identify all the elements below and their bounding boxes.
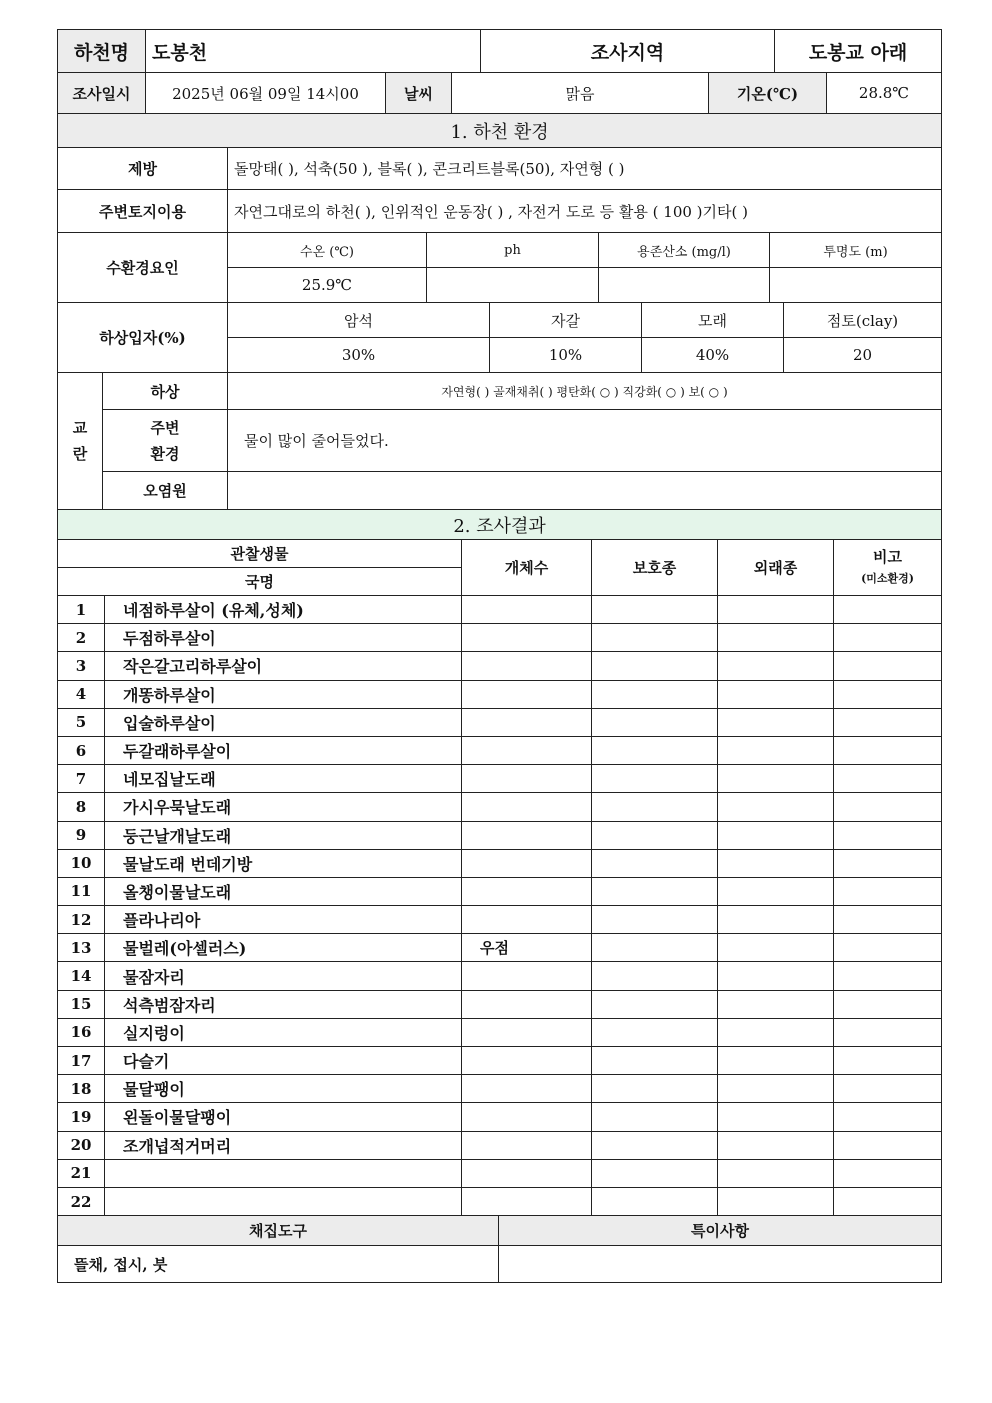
disturbance-table xyxy=(57,372,942,510)
table-row xyxy=(58,1075,942,1103)
footer-table xyxy=(57,1215,942,1283)
count-cell xyxy=(462,1075,592,1103)
surroundings-label-line2: 환경 xyxy=(150,444,180,463)
protected-cell xyxy=(592,680,718,708)
alien-cell xyxy=(718,624,834,652)
species-name: 입술하루살이 xyxy=(105,708,462,736)
pollution-source-value xyxy=(228,472,942,510)
row-number: 21 xyxy=(58,1159,105,1187)
survey-date-label: 조사일시 xyxy=(58,73,146,114)
note-cell xyxy=(834,877,942,905)
survey-date-value: 2025년 06월 09일 14시00 xyxy=(146,73,386,114)
note-cell xyxy=(834,906,942,934)
species-name-header: 국명 xyxy=(58,568,462,596)
transparency-header: 투명도 (m) xyxy=(770,233,942,268)
row-number: 9 xyxy=(58,821,105,849)
gravel-header: 자갈 xyxy=(490,303,642,338)
table-row xyxy=(58,1047,942,1075)
count-cell xyxy=(462,708,592,736)
survey-results-table xyxy=(57,509,942,1216)
survey-area-label: 조사지역 xyxy=(481,30,775,73)
protected-cell xyxy=(592,962,718,990)
species-name: 가시우묵날도래 xyxy=(105,793,462,821)
count-cell xyxy=(462,1187,592,1215)
row-number: 8 xyxy=(58,793,105,821)
table-row xyxy=(58,596,942,624)
row-number: 14 xyxy=(58,962,105,990)
table-row xyxy=(58,990,942,1018)
species-name: 조개넙적거머리 xyxy=(105,1131,462,1159)
survey-area-value: 도봉교 아래 xyxy=(775,30,942,73)
table-row xyxy=(58,708,942,736)
substrate-label: 하상입자(%) xyxy=(58,303,228,373)
alien-cell xyxy=(718,1187,834,1215)
species-name: 플라나리아 xyxy=(105,906,462,934)
row-number: 13 xyxy=(58,934,105,962)
species-name: 개똥하루살이 xyxy=(105,680,462,708)
alien-cell xyxy=(718,765,834,793)
species-name: 다슬기 xyxy=(105,1047,462,1075)
protected-cell xyxy=(592,1159,718,1187)
row-number: 22 xyxy=(58,1187,105,1215)
count-cell xyxy=(462,1103,592,1131)
note-cell xyxy=(834,1103,942,1131)
species-name: 네모집날도래 xyxy=(105,765,462,793)
alien-cell xyxy=(718,906,834,934)
count-cell xyxy=(462,793,592,821)
row-number: 16 xyxy=(58,1018,105,1046)
surroundings-value: 물이 많이 줄어들었다. xyxy=(228,410,942,472)
note-cell xyxy=(834,736,942,764)
table-row xyxy=(58,1131,942,1159)
section2-title: 2. 조사결과 xyxy=(58,510,942,540)
species-name: 물달팽이 xyxy=(105,1075,462,1103)
section1-title: 1. 하천 환경 xyxy=(58,114,942,148)
clay-value: 20 xyxy=(784,338,942,373)
note-cell xyxy=(834,849,942,877)
protected-cell xyxy=(592,1018,718,1046)
count-cell xyxy=(462,877,592,905)
row-number: 3 xyxy=(58,652,105,680)
water-temp-header: 수온 (℃) xyxy=(228,233,427,268)
observed-organisms-header: 관찰생물 xyxy=(58,540,462,568)
header-table xyxy=(57,29,942,73)
count-cell xyxy=(462,962,592,990)
table-row xyxy=(58,624,942,652)
clay-header: 점토(clay) xyxy=(784,303,942,338)
alien-cell xyxy=(718,793,834,821)
row-number: 7 xyxy=(58,765,105,793)
note-cell xyxy=(834,934,942,962)
species-name: 왼돌이물달팽이 xyxy=(105,1103,462,1131)
alien-cell xyxy=(718,877,834,905)
note-cell xyxy=(834,990,942,1018)
alien-cell xyxy=(718,1075,834,1103)
table-row xyxy=(58,962,942,990)
substrate-table xyxy=(57,302,942,373)
dissolved-oxygen-value xyxy=(599,268,770,303)
temperature-label: 기온(℃) xyxy=(709,73,827,114)
note-cell xyxy=(834,1018,942,1046)
table-row xyxy=(58,680,942,708)
water-temp-value: 25.9℃ xyxy=(228,268,427,303)
table-row xyxy=(58,906,942,934)
river-name-label: 하천명 xyxy=(58,30,146,73)
protected-cell xyxy=(592,708,718,736)
surroundings-label-line1: 주변 xyxy=(150,418,180,437)
protected-cell xyxy=(592,1187,718,1215)
ph-header: ph xyxy=(427,233,599,268)
table-row xyxy=(58,652,942,680)
alien-cell xyxy=(718,934,834,962)
land-use-value: 자연그대로의 하천( ), 인위적인 운동장( ) , 자전거 도로 등 활용 ( 100 )기타( ) xyxy=(228,190,942,233)
count-cell xyxy=(462,596,592,624)
note-cell xyxy=(834,596,942,624)
rock-value: 30% xyxy=(228,338,490,373)
table-row xyxy=(58,821,942,849)
note-cell xyxy=(834,708,942,736)
count-cell xyxy=(462,680,592,708)
dissolved-oxygen-header: 용존산소 (mg/l) xyxy=(599,233,770,268)
alien-cell xyxy=(718,736,834,764)
protected-cell xyxy=(592,652,718,680)
alien-cell xyxy=(718,1159,834,1187)
alien-cell xyxy=(718,1103,834,1131)
protected-cell xyxy=(592,596,718,624)
note-cell xyxy=(834,1159,942,1187)
alien-cell xyxy=(718,849,834,877)
species-name: 두점하루살이 xyxy=(105,624,462,652)
count-header: 개체수 xyxy=(462,540,592,596)
land-use-label: 주변토지이용 xyxy=(58,190,228,233)
rock-header: 암석 xyxy=(228,303,490,338)
note-cell xyxy=(834,1047,942,1075)
table-row xyxy=(58,765,942,793)
row-number: 15 xyxy=(58,990,105,1018)
weather-label: 날씨 xyxy=(386,73,452,114)
note-cell xyxy=(834,821,942,849)
row-number: 20 xyxy=(58,1131,105,1159)
protected-cell xyxy=(592,849,718,877)
note-cell xyxy=(834,1187,942,1215)
disturbance-label xyxy=(58,373,103,510)
protected-cell xyxy=(592,821,718,849)
ph-value xyxy=(427,268,599,303)
row-number: 6 xyxy=(58,736,105,764)
special-notes-label: 특이사항 xyxy=(499,1216,942,1246)
species-name: 석측범잠자리 xyxy=(105,990,462,1018)
species-name: 네점하루살이 (유체,성체) xyxy=(105,596,462,624)
weather-value: 맑음 xyxy=(452,73,709,114)
count-cell xyxy=(462,652,592,680)
protected-cell xyxy=(592,1075,718,1103)
count-cell xyxy=(462,990,592,1018)
row-number: 4 xyxy=(58,680,105,708)
table-row xyxy=(58,849,942,877)
count-cell xyxy=(462,624,592,652)
embankment-value: 돌망태( ), 석축(50 ), 블록( ), 콘크리트블록(50), 자연형 ( ) xyxy=(228,148,942,190)
row-number: 17 xyxy=(58,1047,105,1075)
alien-cell xyxy=(718,821,834,849)
protected-cell xyxy=(592,1103,718,1131)
date-row-table xyxy=(57,72,942,114)
species-name: 올챙이물날도래 xyxy=(105,877,462,905)
species-name xyxy=(105,1187,462,1215)
survey-sheet xyxy=(57,29,941,1283)
note-cell xyxy=(834,1131,942,1159)
note-header xyxy=(834,540,942,596)
table-row xyxy=(58,1187,942,1215)
sand-header: 모래 xyxy=(642,303,784,338)
note-cell xyxy=(834,1075,942,1103)
species-name: 물날도래 번데기방 xyxy=(105,849,462,877)
collection-tools-value: 뜰채, 접시, 붓 xyxy=(58,1246,499,1283)
temperature-value: 28.8℃ xyxy=(827,73,942,114)
river-name-value: 도봉천 xyxy=(146,30,481,73)
collection-tools-label: 채집도구 xyxy=(58,1216,499,1246)
pollution-source-label: 오염원 xyxy=(103,472,228,510)
species-name xyxy=(105,1159,462,1187)
protected-cell xyxy=(592,765,718,793)
row-number: 1 xyxy=(58,596,105,624)
row-number: 5 xyxy=(58,708,105,736)
protected-cell xyxy=(592,990,718,1018)
alien-cell xyxy=(718,680,834,708)
species-name: 물잠자리 xyxy=(105,962,462,990)
row-number: 19 xyxy=(58,1103,105,1131)
count-cell xyxy=(462,821,592,849)
count-cell xyxy=(462,1159,592,1187)
riverbed-value: 자연형( ) 골재채취( ) 평탄화( ○ ) 직강화( ○ ) 보( ○ ) xyxy=(228,373,942,410)
water-factors-label: 수환경요인 xyxy=(58,233,228,303)
table-row xyxy=(58,1159,942,1187)
protected-cell xyxy=(592,736,718,764)
alien-species-header: 외래종 xyxy=(718,540,834,596)
alien-cell xyxy=(718,596,834,624)
protected-cell xyxy=(592,877,718,905)
riverbed-label: 하상 xyxy=(103,373,228,410)
count-cell xyxy=(462,1047,592,1075)
species-rows xyxy=(58,596,942,1216)
count-cell xyxy=(462,1018,592,1046)
species-name: 작은갈고리하루살이 xyxy=(105,652,462,680)
protected-cell xyxy=(592,934,718,962)
count-cell xyxy=(462,849,592,877)
count-cell: 우점 xyxy=(462,934,592,962)
species-name: 두갈래하루살이 xyxy=(105,736,462,764)
table-row xyxy=(58,1103,942,1131)
table-row xyxy=(58,877,942,905)
row-number: 11 xyxy=(58,877,105,905)
count-cell xyxy=(462,736,592,764)
sand-value: 40% xyxy=(642,338,784,373)
surroundings-label xyxy=(103,410,228,472)
row-number: 12 xyxy=(58,906,105,934)
protected-species-header: 보호종 xyxy=(592,540,718,596)
table-row xyxy=(58,793,942,821)
protected-cell xyxy=(592,624,718,652)
protected-cell xyxy=(592,1131,718,1159)
table-row xyxy=(58,736,942,764)
note-header-sub: (미소환경) xyxy=(861,571,914,585)
protected-cell xyxy=(592,906,718,934)
row-number: 2 xyxy=(58,624,105,652)
count-cell xyxy=(462,765,592,793)
species-name: 실지렁이 xyxy=(105,1018,462,1046)
alien-cell xyxy=(718,962,834,990)
alien-cell xyxy=(718,1018,834,1046)
protected-cell xyxy=(592,1047,718,1075)
transparency-value xyxy=(770,268,942,303)
special-notes-value xyxy=(499,1246,942,1283)
alien-cell xyxy=(718,652,834,680)
count-cell xyxy=(462,906,592,934)
note-cell xyxy=(834,680,942,708)
gravel-value: 10% xyxy=(490,338,642,373)
note-cell xyxy=(834,765,942,793)
alien-cell xyxy=(718,990,834,1018)
table-row xyxy=(58,1018,942,1046)
protected-cell xyxy=(592,793,718,821)
note-cell xyxy=(834,652,942,680)
disturbance-label-text: 교란 xyxy=(72,419,88,463)
note-header-label: 비고 xyxy=(873,547,903,566)
alien-cell xyxy=(718,1047,834,1075)
species-name: 둥근날개날도래 xyxy=(105,821,462,849)
note-cell xyxy=(834,624,942,652)
count-cell xyxy=(462,1131,592,1159)
species-name: 물벌레(아셀러스) xyxy=(105,934,462,962)
note-cell xyxy=(834,962,942,990)
embankment-label: 제방 xyxy=(58,148,228,190)
row-number: 10 xyxy=(58,849,105,877)
river-environment-table xyxy=(57,113,942,303)
note-cell xyxy=(834,793,942,821)
alien-cell xyxy=(718,708,834,736)
table-row xyxy=(58,934,942,962)
row-number: 18 xyxy=(58,1075,105,1103)
alien-cell xyxy=(718,1131,834,1159)
